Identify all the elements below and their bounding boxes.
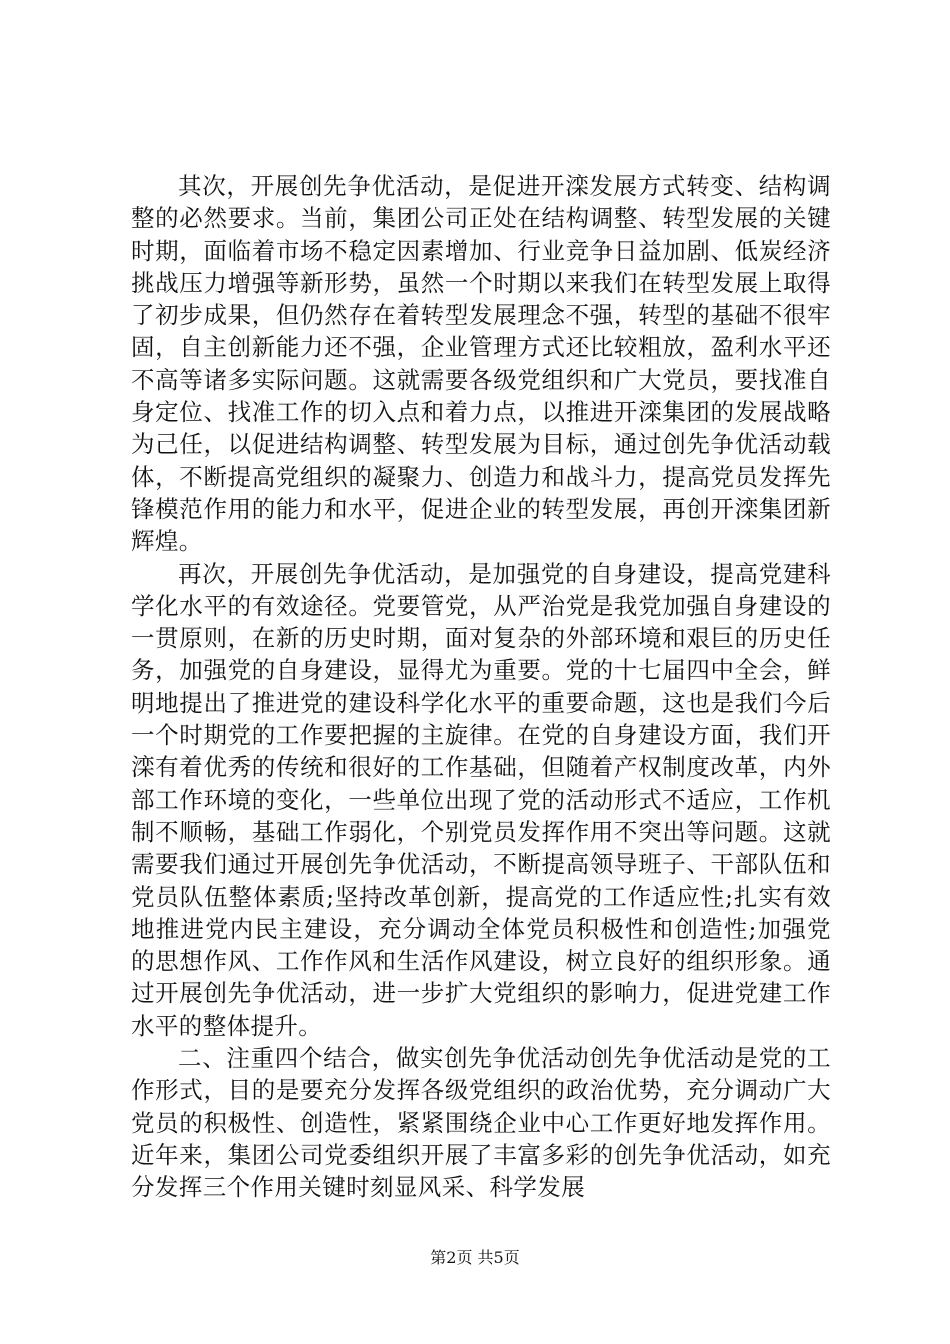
paragraph-3: 二、注重四个结合，做实创先争优活动创先争优活动是党的工作形式，目的是要充分发挥各级党组织的政治优势，充分调动广大党员的积极性、创造性，紧紧围绕企业中心工作更好地发挥作用。近年来，集团公司党委组织开展了丰富多彩的创先争优活动，如充分发挥三个作用关键时刻显风采、科学发展 [131, 1044, 831, 1202]
page-number-footer: 第2页 共5页 [430, 1248, 520, 1267]
document-body [131, 170, 831, 1204]
paragraph-2: 再次，开展创先争优活动，是加强党的自身建设，提高党建科学化水平的有效途径。党要管党，从严治党是我党加强自身建设的一贯原则，在新的历史时期，面对复杂的外部环境和艰巨的历史任务，加强党的自身建设，显得尤为重要。党的十七届四中全会，鲜明地提出了推进党的建设科学化水平的重要命题，这也是我们今后一个时期党的工作要把握的主旋律。在党的自身建设方面，我们开滦有着优秀的传统和很好的工作基础，但随着产权制度改革，内外部工作环境的变化，一些单位出现了党的活动形式不适应，工作机制不顺畅，基础工作弱化，个别党员发挥作用不突出等问题。这就需要我们通过开展创先争优活动，不断提高领导班子、干部队伍和党员队伍整体素质;坚持改革创新，提高党的工作适应性;扎实有效地推进党内民主建设，充分调动全体党员积极性和创造性;加强党的思想作风、工作作风和生活作风建设，树立良好的组织形象。通过开展创先争优活动，进一步扩大党组织的影响力，促进党建工作水平的整体提升。 [131, 559, 831, 1040]
paragraph-1: 其次，开展创先争优活动，是促进开滦发展方式转变、结构调整的必然要求。当前，集团公司正处在结构调整、转型发展的关键时期，面临着市场不稳定因素增加、行业竞争日益加剧、低炭经济挑战压力增强等新形势，虽然一个时期以来我们在转型发展上取得了初步成果，但仍然存在着转型发展理念不强，转型的基础不很牢固，自主创新能力还不强，企业管理方式还比较粗放，盈利水平还不高等诸多实际问题。这就需要各级党组织和广大党员，要找准自身定位、找准工作的切入点和着力点，以推进开滦集团的发展战略为己任，以促进结构调整、转型发展为目标，通过创先争优活动载体，不断提高党组织的凝聚力、创造力和战斗力，提高党员发挥先锋模范作用的能力和水平，促进企业的转型发展，再创开滦集团新辉煌。 [131, 172, 831, 556]
